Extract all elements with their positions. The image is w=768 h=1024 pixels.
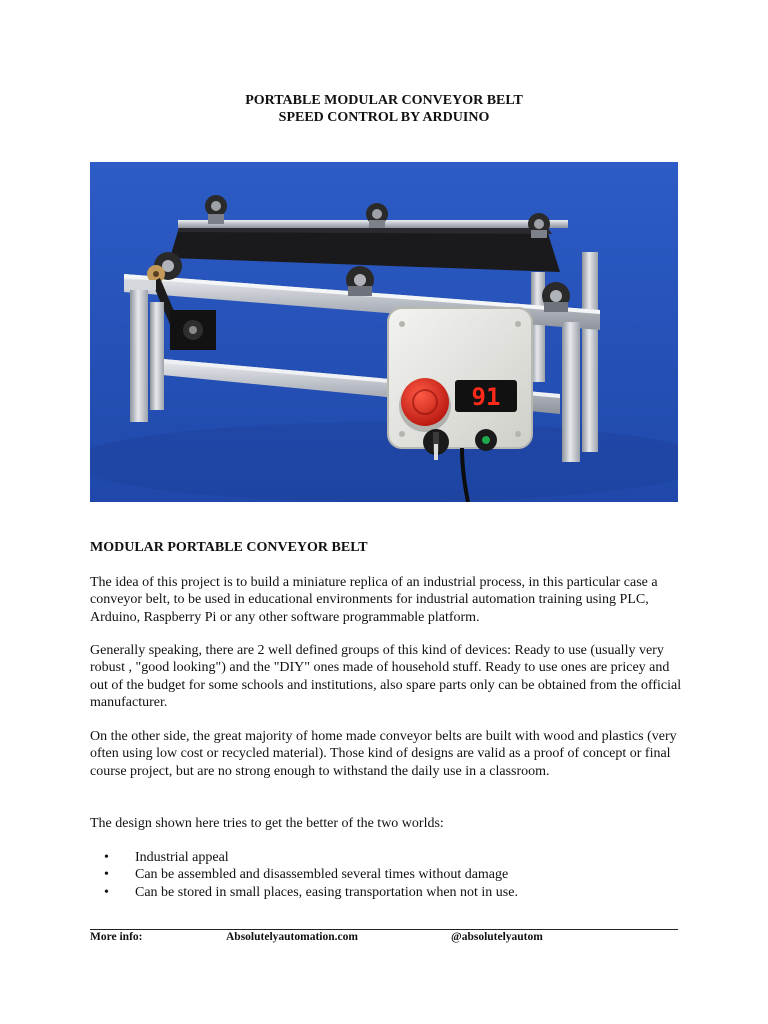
footer-website-link[interactable]: Absolutelyautomation.com xyxy=(226,931,358,943)
bullet-icon: • xyxy=(104,884,109,900)
footer-divider xyxy=(90,929,678,930)
design-features-list xyxy=(90,849,682,901)
list-item xyxy=(90,849,682,866)
list-item-text: Industrial appeal xyxy=(135,850,229,865)
title-line-1: PORTABLE MODULAR CONVEYOR BELT xyxy=(245,93,523,108)
list-item xyxy=(90,884,682,901)
conveyor-belt-photo xyxy=(90,162,678,502)
section-heading: MODULAR PORTABLE CONVEYOR BELT xyxy=(90,540,368,555)
title-line-2: SPEED CONTROL BY ARDUINO xyxy=(278,110,490,125)
footer-label: More info: xyxy=(90,931,143,943)
display-reading: 91 xyxy=(471,383,501,411)
bullet-icon: • xyxy=(104,850,109,865)
emergency-stop-icon xyxy=(401,378,449,426)
list-item-text: Can be stored in small places, easing transportation when not in use. xyxy=(135,884,518,900)
bullet-icon: • xyxy=(104,867,109,883)
footer-social-handle[interactable]: @absolutelyautom xyxy=(451,931,543,943)
list-item xyxy=(90,866,682,883)
paragraph-device-groups: Generally speaking, there are 2 well defined groups of this kind of devices: Ready to use (usually very robust , "good looking") and the "DIY" ones made of household stuff. Ready to use ones are pricey and out of the budget for some schools and institutions, also spare parts only can be obtained from the official manufacturer. xyxy=(90,643,682,711)
paragraph-design-goal: The design shown here tries to get the better of the two worlds: xyxy=(90,816,444,831)
paragraph-intro: The idea of this project is to build a miniature replica of an industrial process, in this particular case a conveyor belt, to be used in educational environments for industrial automation training using PLC, Arduino, Raspberry Pi or any other software programmable platform. xyxy=(90,575,658,625)
document-title xyxy=(0,92,768,126)
paragraph-home-made: On the other side, the great majority of home made conveyor belts are built with wood and plastics (very often using low cost or recycled material). Those kind of designs are valid as a proof of concept or final course project, but are no strong enough to withstand the daily use in a classroom. xyxy=(90,729,677,779)
list-item-text: Can be assembled and disassembled several times without damage xyxy=(135,867,509,883)
